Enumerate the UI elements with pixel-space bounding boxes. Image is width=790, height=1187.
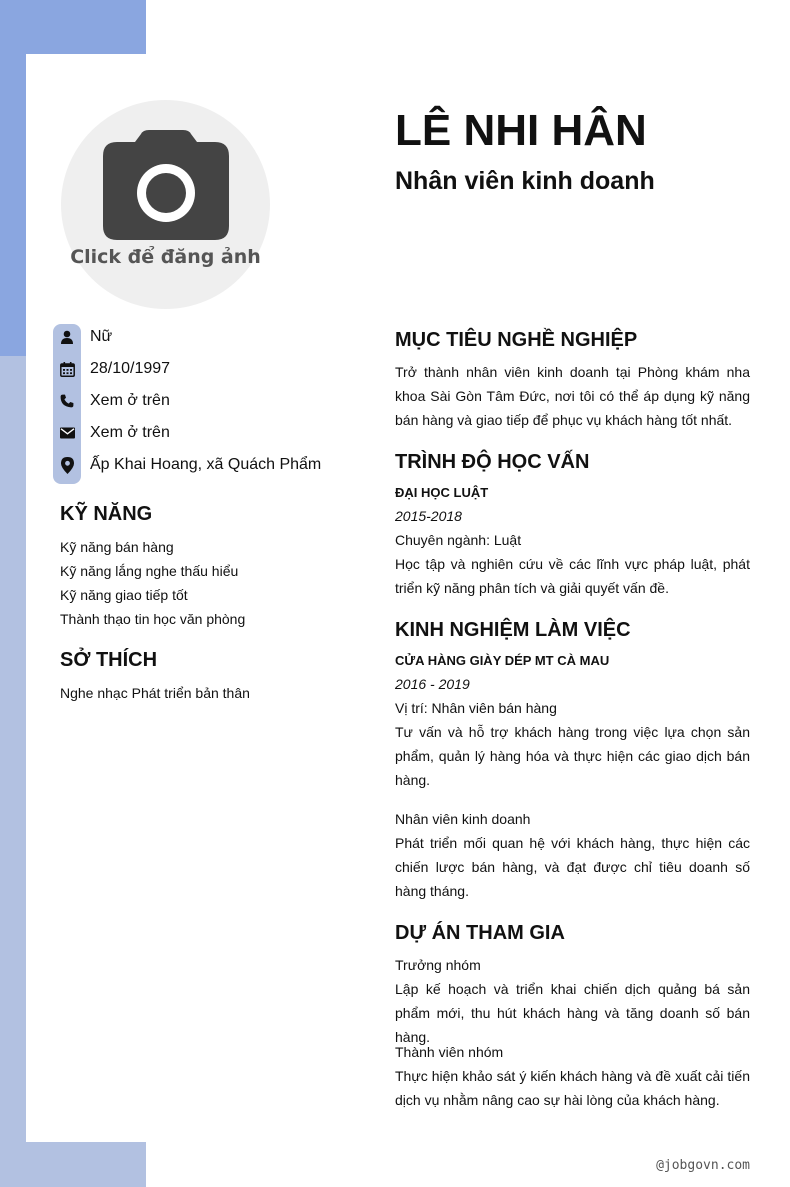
skill-item: Kỹ năng lắng nghe thấu hiểu xyxy=(60,563,239,579)
contact-birthday-text: 28/10/1997 xyxy=(90,360,171,377)
contact-email xyxy=(53,417,170,449)
projects-heading: DỰ ÁN THAM GIA xyxy=(395,922,565,944)
contact-email-text: Xem ở trên xyxy=(90,424,170,441)
objective-text: Trở thành nhân viên kinh doanh tại Phòng khám nha khoa Sài Gòn Tâm Đức, nơi tôi có thể áp dụng kỹ năng bán hàng và giao tiếp để phục vụ khách hàng tốt nhất. xyxy=(395,364,750,428)
contact-phone-text: Xem ở trên xyxy=(90,392,170,409)
education-heading: TRÌNH ĐỘ HỌC VẤN xyxy=(395,451,590,473)
photo-upload[interactable] xyxy=(61,100,270,309)
experience-role: Nhân viên kinh doanh xyxy=(395,811,531,827)
hobbies-list xyxy=(60,681,250,705)
candidate-name: LÊ NHI HÂN xyxy=(395,106,647,155)
project-description: Lập kế hoạch và triển khai chiến dịch quảng bá sản phẩm mới, thu hút khách hàng và tăng doanh số bán hàng. xyxy=(395,981,750,1045)
hobbies-text: Nghe nhạc Phát triển bản thân xyxy=(60,685,250,701)
skills-list xyxy=(60,535,245,631)
contact-gender-text: Nữ xyxy=(90,328,113,345)
location-icon xyxy=(53,457,81,474)
experience-description: Tư vấn và hỗ trợ khách hàng trong việc lựa chọn sản phẩm, quản lý hàng hóa và thực hiện các giao dịch bán hàng. xyxy=(395,724,750,788)
experience-heading: KINH NGHIỆM LÀM VIỆC xyxy=(395,619,631,641)
project-description: Thực hiện khảo sát ý kiến khách hàng và đề xuất cải tiến dịch vụ nhằm nâng cao sự hài lòng của khách hàng. xyxy=(395,1068,750,1108)
phone-icon xyxy=(53,394,81,408)
email-icon xyxy=(53,427,81,439)
project-role: Trưởng nhóm xyxy=(395,957,481,973)
education-school: ĐẠI HỌC LUẬT xyxy=(395,485,489,500)
skills-heading: KỸ NĂNG xyxy=(60,503,153,525)
project-role: Thành viên nhóm xyxy=(395,1044,504,1060)
person-icon xyxy=(53,330,81,344)
experience-period: 2016 - 2019 xyxy=(395,676,470,692)
contact-birthday xyxy=(53,353,170,385)
skill-item: Kỹ năng bán hàng xyxy=(60,539,174,555)
objective-heading: MỤC TIÊU NGHỀ NGHIỆP xyxy=(395,329,638,351)
contact-address-text: Ấp Khai Hoang, xã Quách Phẩm xyxy=(90,456,322,473)
contact-phone xyxy=(53,385,170,417)
calendar-icon xyxy=(53,362,81,377)
footer-watermark: @jobgovn.com xyxy=(656,1158,750,1173)
camera-icon xyxy=(103,130,229,240)
experience-description: Phát triển mối quan hệ với khách hàng, thực hiện các chiến lược bán hàng, và đạt được chỉ tiêu doanh số hàng tháng. xyxy=(395,835,750,899)
education-major: Chuyên ngành: Luật xyxy=(395,532,522,548)
skill-item: Thành thạo tin học văn phòng xyxy=(60,611,246,627)
hobbies-heading: SỞ THÍCH xyxy=(60,649,158,671)
photo-upload-label: Click để đăng ảnh xyxy=(70,246,261,268)
experience-role: Vị trí: Nhân viên bán hàng xyxy=(395,700,557,716)
education-period: 2015-2018 xyxy=(395,508,462,524)
education-description: Học tập và nghiên cứu về các lĩnh vực pháp luật, phát triển kỹ năng phân tích và giải quyết vấn đề. xyxy=(395,556,750,596)
skill-item: Kỹ năng giao tiếp tốt xyxy=(60,587,188,603)
candidate-title: Nhân viên kinh doanh xyxy=(395,167,655,195)
contact-address xyxy=(53,449,321,481)
contact-gender xyxy=(53,321,112,353)
experience-company: CỬA HÀNG GIÀY DÉP MT CÀ MAU xyxy=(395,653,610,668)
